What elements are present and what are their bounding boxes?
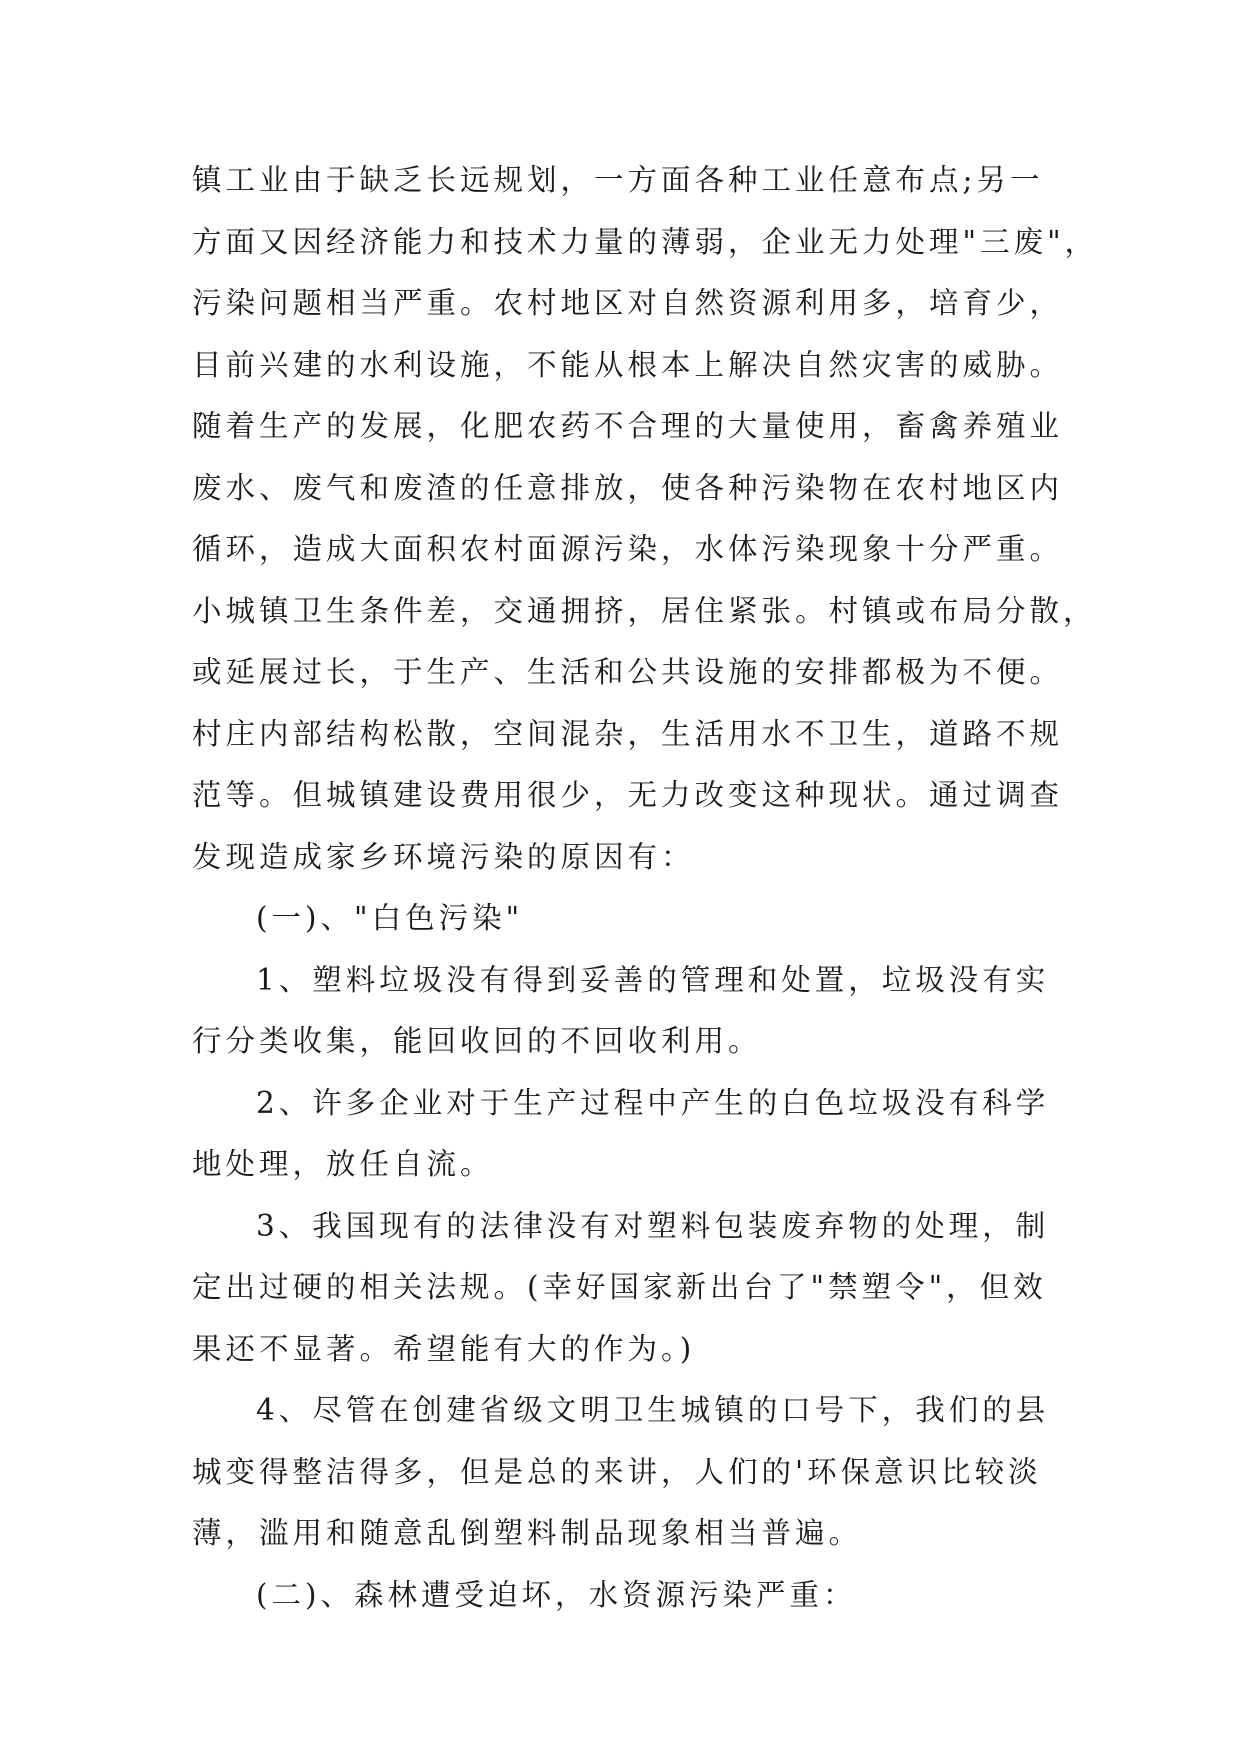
text-line: 果还不显著。希望能有大的作为。) — [192, 1331, 696, 1366]
text-line: 行分类收集，能回收回的不回收利用。 — [192, 1024, 762, 1058]
text-line: 方面又因经济能力和技术力量的薄弱，企业无力处理"三废"， — [192, 224, 1099, 259]
text-line: 镇工业由于缺乏长远规划，一方面各种工业任意布点;另一 — [192, 163, 1044, 197]
section-heading: (一)、"白色污染" — [256, 901, 524, 935]
text-line: 废水、废气和废渣的任意排放，使各种污染物在农村地区内 — [192, 470, 1064, 505]
text-line: 地处理，放任自流。 — [192, 1147, 494, 1181]
text-line: 范等。但城镇建设费用很少，无力改变这种现状。通过调查 — [192, 778, 1064, 812]
list-item-start: 1、塑料垃圾没有得到妥善的管理和处置，垃圾没有实 — [256, 962, 1050, 997]
text-line: 污染问题相当严重。农村地区对自然资源利用多，培育少， — [192, 286, 1064, 320]
text-line: 随着生产的发展，化肥农药不合理的大量使用，畜禽养殖业 — [192, 409, 1064, 443]
text-line: 薄，滥用和随意乱倒塑料制品现象相当普遍。 — [192, 1516, 863, 1550]
text-line: 村庄内部结构松散，空间混杂，生活用水不卫生，道路不规 — [192, 716, 1064, 751]
text-line: 城变得整洁得多，但是总的来讲，人们的'环保意识比较淡 — [192, 1454, 1042, 1489]
text-line: 小城镇卫生条件差，交通拥挤，居住紧张。村镇或布局分散， — [192, 593, 1097, 628]
text-line: 循环，造成大面积农村面源污染，水体污染现象十分严重。 — [192, 532, 1064, 566]
text-line: 或延展过长，于生产、生活和公共设施的安排都极为不便。 — [192, 655, 1064, 689]
list-item-start: 3、我国现有的法律没有对塑料包装废弃物的处理，制 — [256, 1208, 1050, 1243]
text-line: 目前兴建的水利设施，不能从根本上解决自然灾害的威胁。 — [192, 347, 1064, 382]
list-item-start: 4、尽管在创建省级文明卫生城镇的口号下，我们的县 — [256, 1393, 1050, 1427]
body-text — [192, 150, 1099, 1626]
text-line: 定出过硬的相关法规。(幸好国家新出台了"禁塑令"，但效 — [192, 1270, 1047, 1304]
section-heading: (二)、森林遭受迫坏，水资源污染严重： — [256, 1577, 857, 1612]
text-line: 发现造成家乡环境污染的原因有： — [192, 839, 695, 874]
list-item-start: 2、许多企业对于生产过程中产生的白色垃圾没有科学 — [256, 1085, 1050, 1120]
